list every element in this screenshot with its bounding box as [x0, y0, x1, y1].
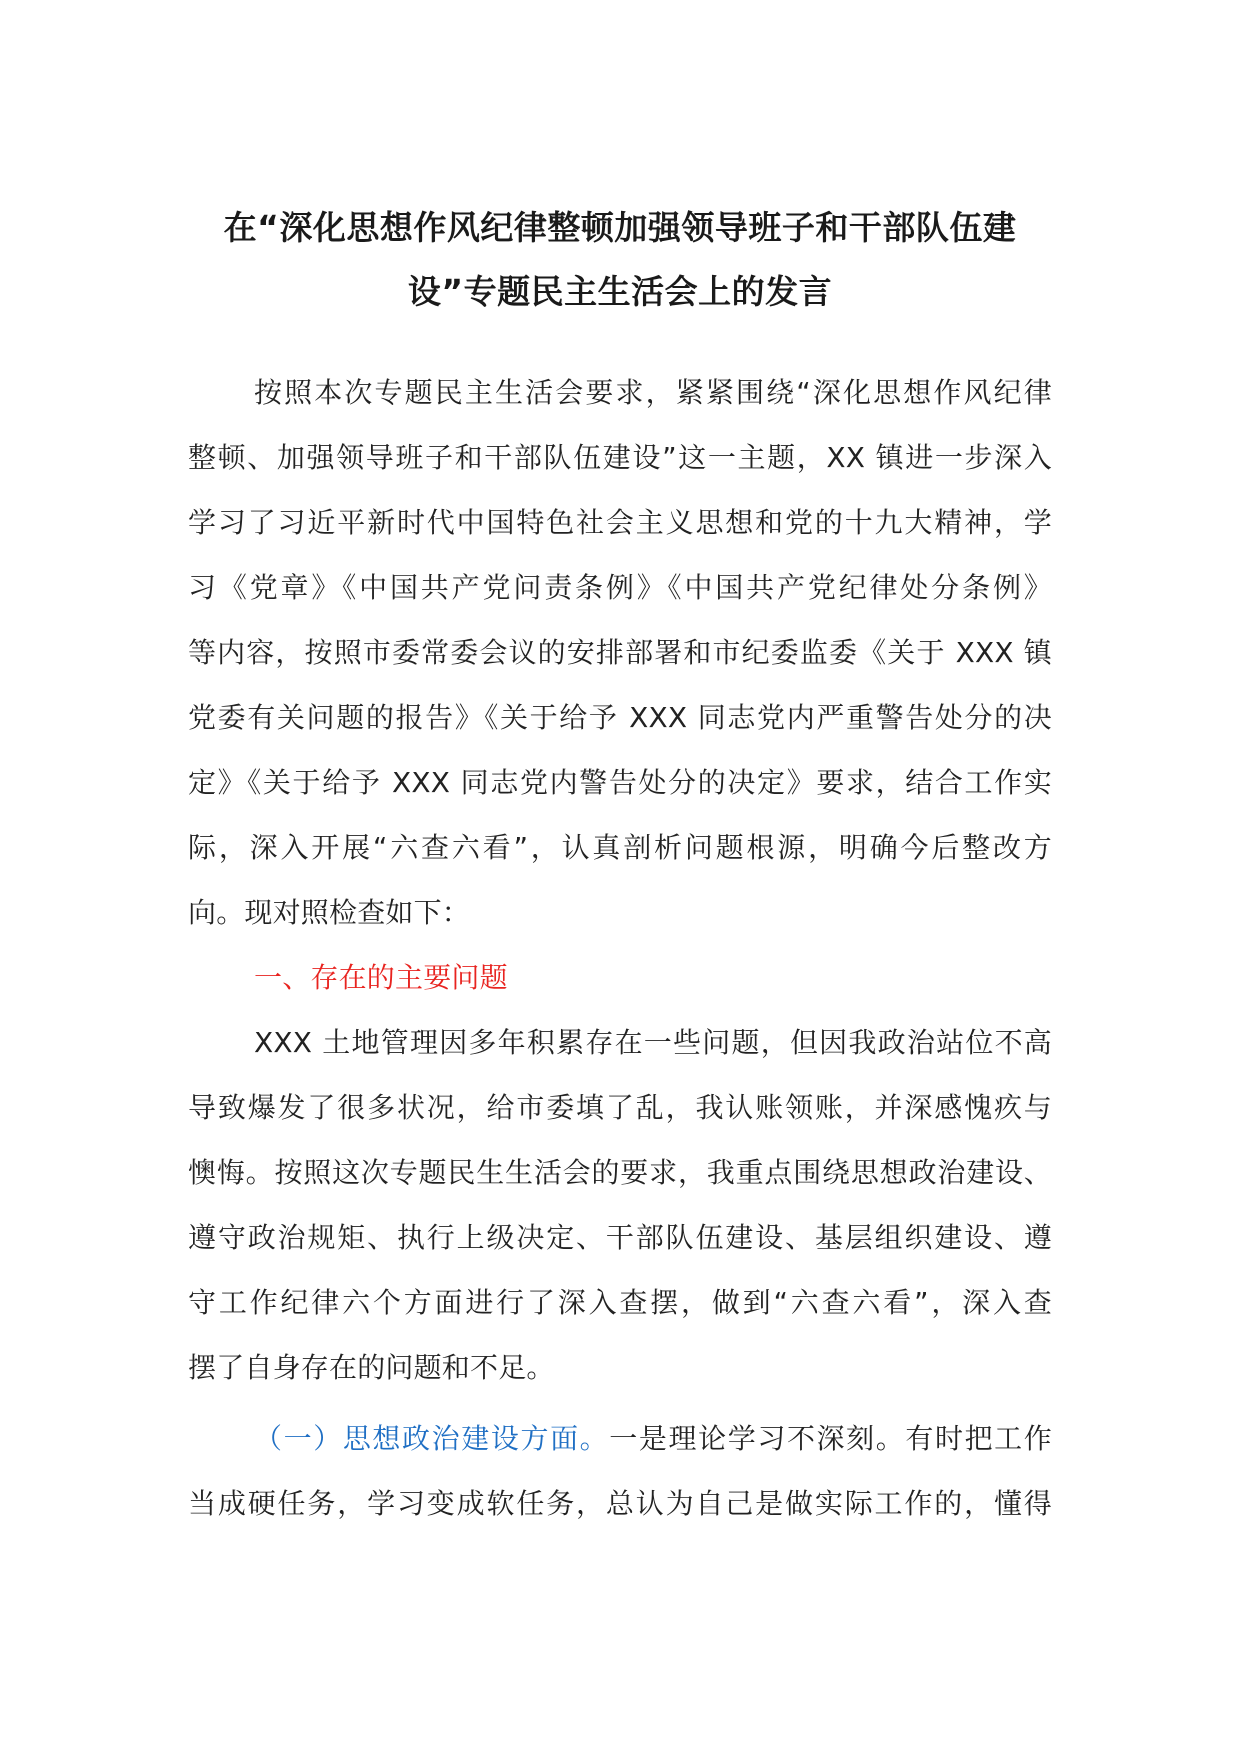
paragraph-line: 习《党章》《中国共产党问责条例》《中国共产党纪律处分条例》: [188, 571, 1052, 604]
paragraph-line: 按照本次专题民主生活会要求，紧紧围绕“深化思想作风纪律: [254, 376, 1052, 409]
title-line-1: 在“深化思想作风纪律整顿加强领导班子和干部队伍建: [223, 208, 1017, 247]
document-body: [188, 360, 1052, 1536]
paragraph-line: 懊悔。按照这次专题民生生活会的要求，我重点围绕思想政治建设、: [188, 1156, 1052, 1189]
paragraph-line: 导致爆发了很多状况，给市委填了乱，我认账领账，并深感愧疚与: [188, 1091, 1052, 1124]
paragraph-problems: [188, 1010, 1052, 1400]
subsection-heading-political-construction: （一）思想政治建设方面。: [254, 1422, 610, 1455]
paragraph-line: 当成硬任务，学习变成软任务，总认为自己是做实际工作的，懂得: [188, 1487, 1052, 1520]
document-title: [190, 196, 1050, 324]
paragraph-line: 学习了习近平新时代中国特色社会主义思想和党的十九大精神，学: [188, 506, 1052, 539]
paragraph-line: 等内容，按照市委常委会议的安排部署和市纪委监委《关于 XXX 镇: [188, 636, 1052, 669]
paragraph-political-construction: [188, 1406, 1052, 1536]
paragraph-line: 遵守政治规矩、执行上级决定、干部队伍建设、基层组织建设、遵: [188, 1221, 1052, 1254]
title-line-2: 设”专题民主生活会上的发言: [407, 272, 833, 311]
paragraph-line: 定》《关于给予 XXX 同志党内警告处分的决定》要求，结合工作实: [188, 766, 1052, 799]
section-heading-main-problems: 一、存在的主要问题: [254, 961, 508, 994]
paragraph-line: XXX 土地管理因多年积累存在一些问题，但因我政治站位不高: [254, 1026, 1052, 1059]
paragraph-line: 整顿、加强领导班子和干部队伍建设”这一主题，XX 镇进一步深入: [188, 441, 1052, 474]
paragraph-line: 摆了自身存在的问题和不足。: [188, 1351, 555, 1384]
paragraph-line: 际，深入开展“六查六看”，认真剖析问题根源，明确今后整改方: [188, 831, 1052, 864]
subsection-text: 一是理论学习不深刻。有时把工作: [609, 1422, 1052, 1455]
paragraph-line: 向。现对照检查如下：: [188, 896, 471, 929]
paragraph-line: [188, 1406, 1052, 1471]
paragraph-line: 党委有关问题的报告》《关于给予 XXX 同志党内严重警告处分的决: [188, 701, 1052, 734]
paragraph-line: 守工作纪律六个方面进行了深入查摆，做到“六查六看”，深入查: [188, 1286, 1052, 1319]
paragraph-intro: [188, 360, 1052, 945]
